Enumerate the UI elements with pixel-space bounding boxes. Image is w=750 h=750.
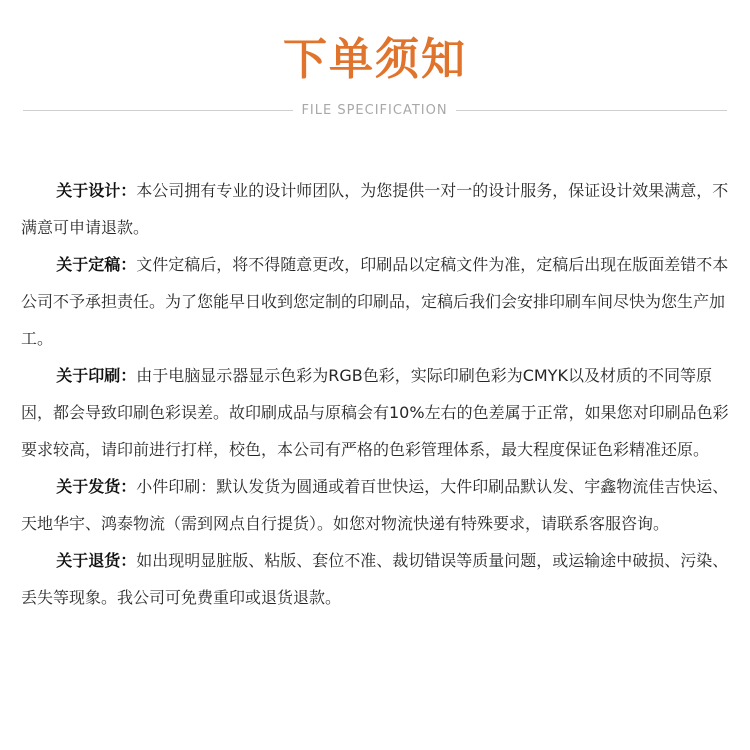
section-label: 关于定稿： (56, 255, 137, 274)
section-text: 由于电脑显示器显示色彩为RGB色彩，实际印刷色彩为CMYK以及材质的不同等原因，都会导致印刷色彩误差。故印刷成品与原稿会有10%左右的色差属于正常，如果您对印刷品色彩要求较高，请印前进行打样，校色，本公司有严格的色彩管理体系，最大程度保证色彩精准还原。 (21, 366, 729, 459)
section-text: 本公司拥有专业的设计师团队，为您提供一对一的设计服务，保证设计效果满意，不满意可申请退款。 (21, 181, 729, 237)
section-label: 关于印刷： (56, 366, 137, 385)
section-text: 文件定稿后，将不得随意更改，印刷品以定稿文件为准，定稿后出现在版面差错不本公司不予承担责任。为了您能早日收到您定制的印刷品，定稿后我们会安排印刷车间尽快为您生产加工。 (21, 255, 729, 348)
left-divider (23, 110, 293, 111)
section-label: 关于发货： (56, 477, 137, 496)
section-label: 关于设计： (56, 181, 137, 200)
page-subtitle: FILE SPECIFICATION (301, 103, 448, 118)
section-returns (21, 542, 733, 616)
section-label: 关于退货： (56, 551, 137, 570)
section-finalization (21, 246, 733, 357)
subtitle-row (0, 101, 750, 121)
page-title: 下单须知 (283, 34, 467, 85)
notice-content (21, 172, 733, 616)
section-text: 如出现明显脏版、粘版、套位不准、裁切错误等质量问题，或运输途中破损、污染、丢失等现象。我公司可免费重印或退货退款。 (21, 551, 729, 607)
section-printing (21, 357, 733, 468)
section-text: 小件印刷：默认发货为圆通或着百世快运，大件印刷品默认发、宇鑫物流佳吉快运、天地华宇、鸿泰物流（需到网点自行提货）。如您对物流快递有特殊要求，请联系客服咨询。 (21, 477, 729, 533)
section-shipping (21, 468, 733, 542)
section-design (21, 172, 733, 246)
right-divider (456, 110, 727, 111)
